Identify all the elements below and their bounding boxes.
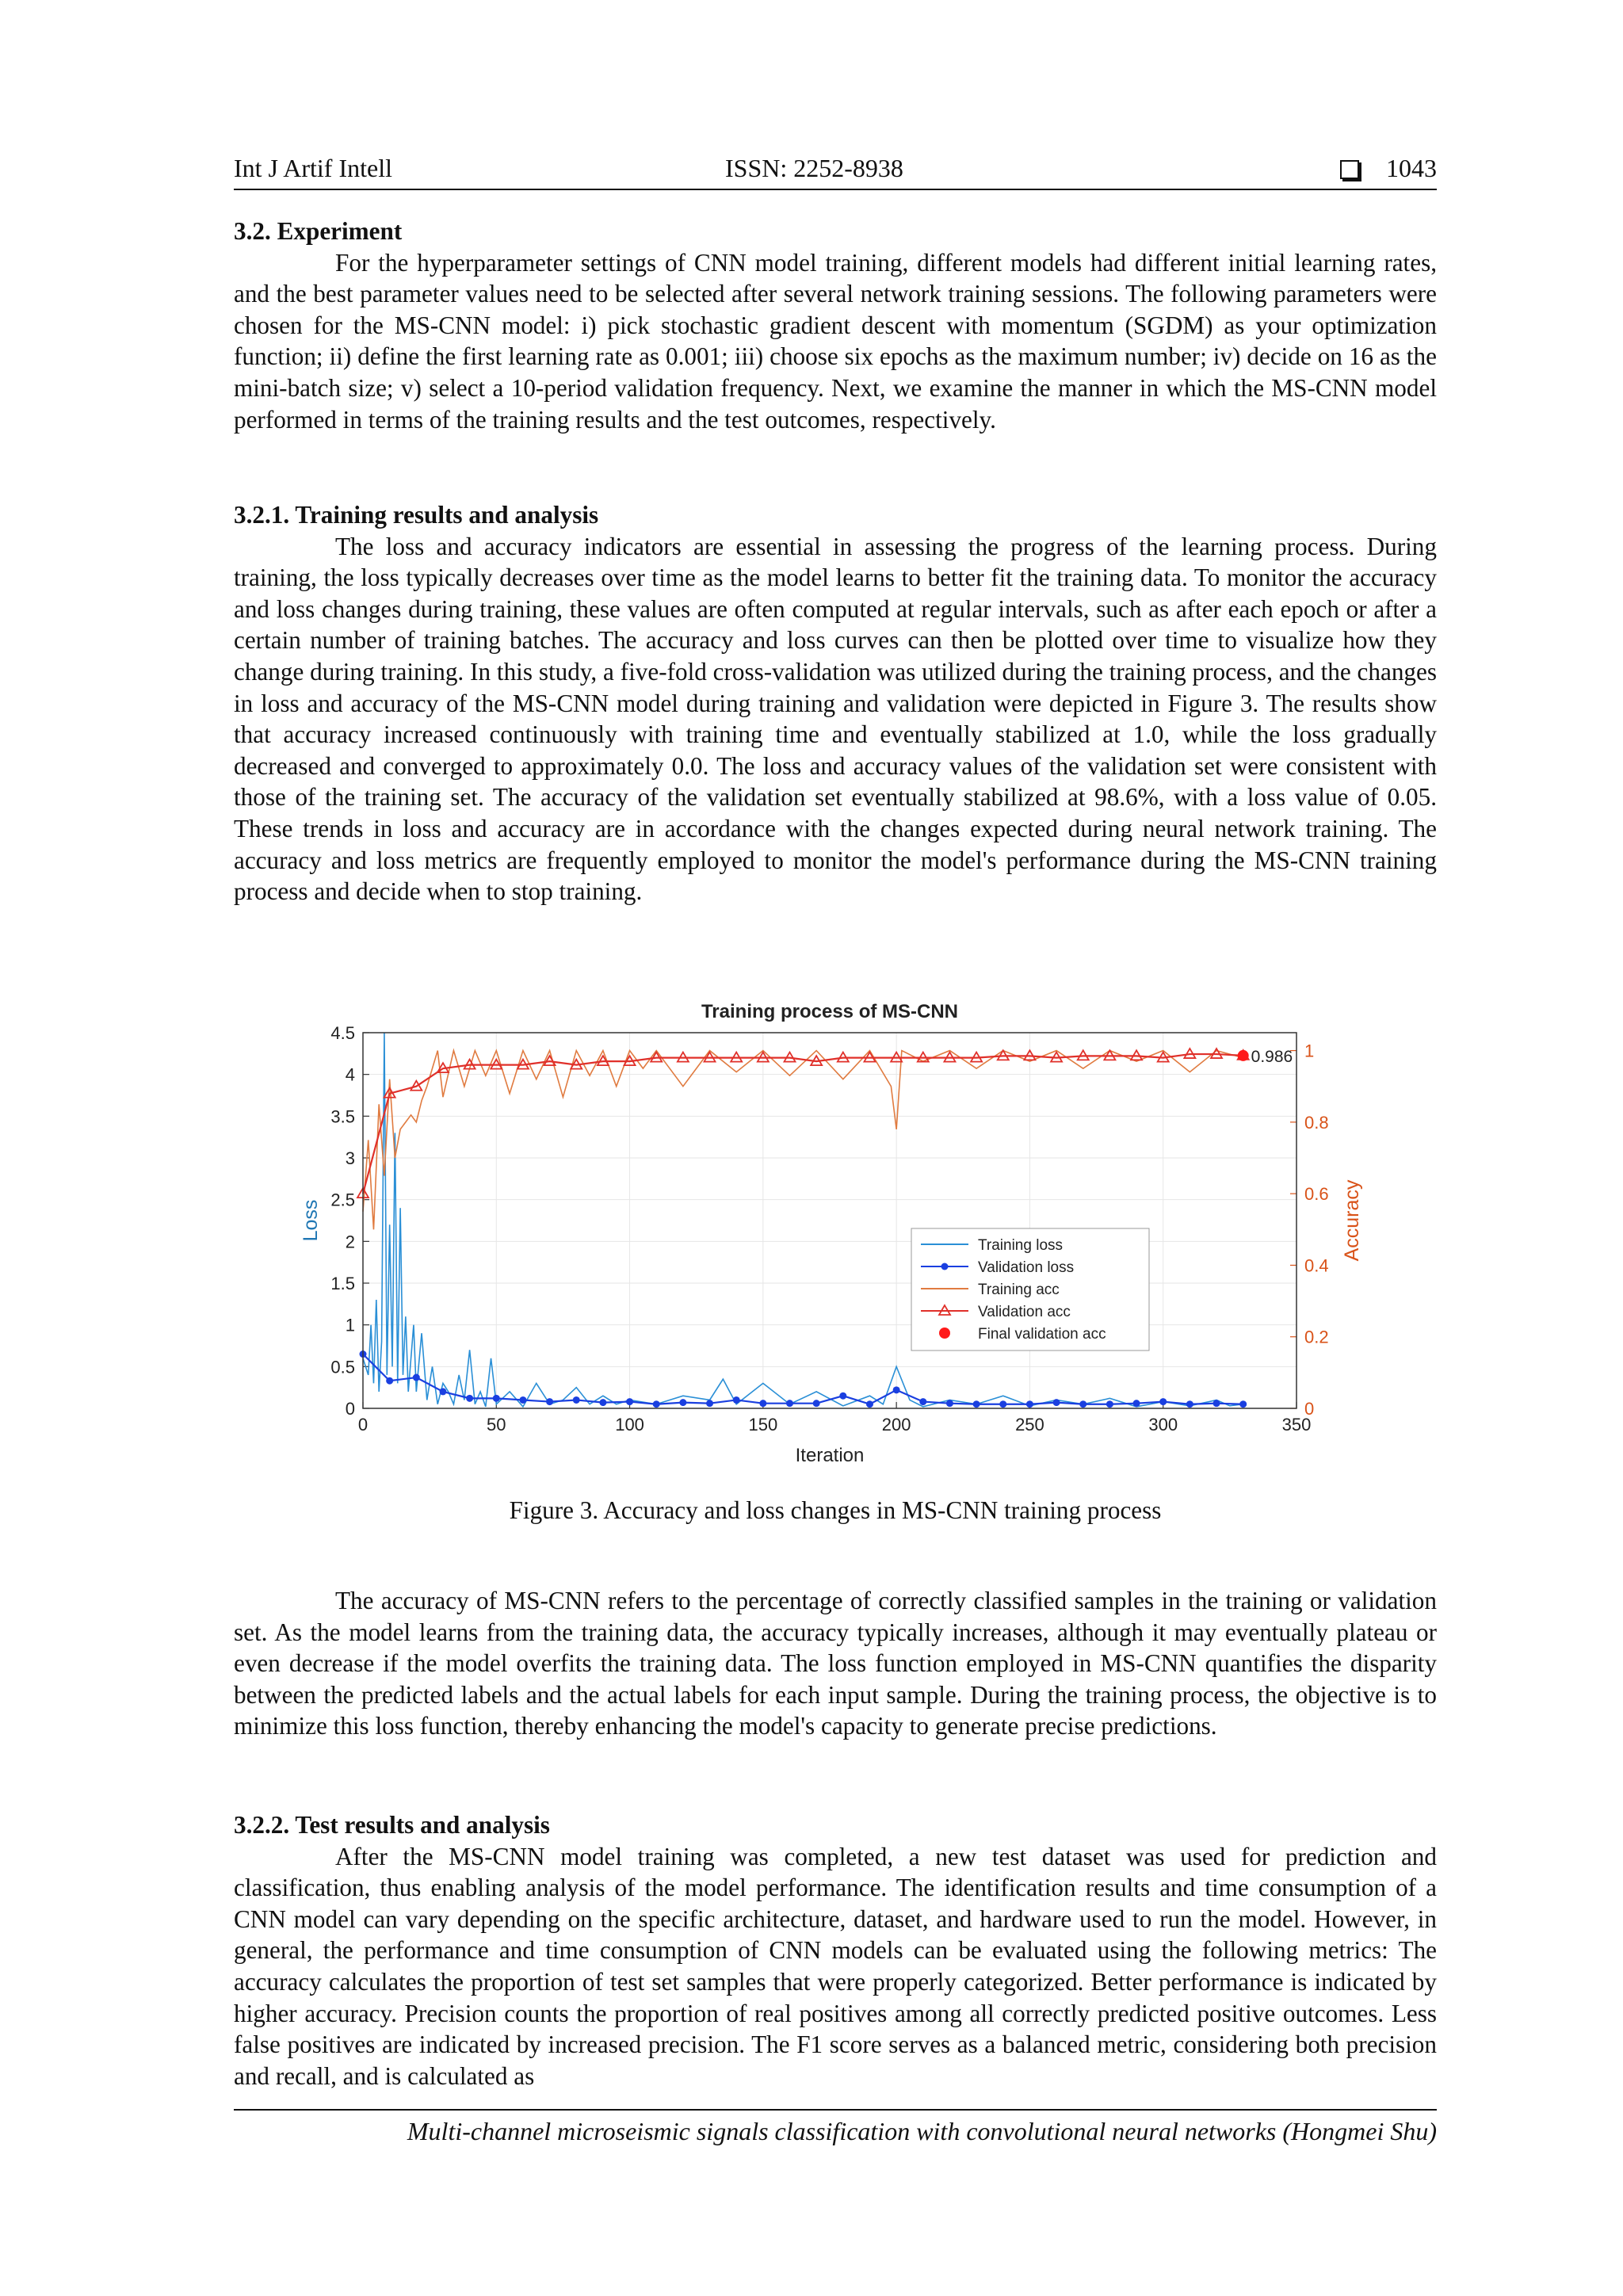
data-point [466,1395,473,1402]
x-tick-label: 200 [881,1415,911,1435]
series-final-validation-acc [1238,1048,1293,1066]
data-point [813,1400,820,1407]
y-right-tick-label: 0.6 [1304,1184,1329,1205]
x-tick-label: 350 [1281,1415,1312,1435]
y-left-tick-label: 1.5 [330,1274,355,1293]
x-tick-label: 250 [1015,1415,1044,1435]
y-right-tick-label: 0 [1304,1399,1315,1419]
figure-caption: Figure 3. Accuracy and loss changes in MS-CNN training process [509,1496,1162,1524]
data-point [759,1400,766,1407]
data-point [573,1396,580,1404]
page-footer [234,2109,1437,2146]
y-left-tick-label: 1 [345,1315,355,1335]
section-test-results [234,1809,1437,2092]
data-point [386,1377,393,1385]
chart-title: Training process of MS-CNN [701,1001,959,1022]
data-point [546,1398,553,1405]
y-axis-left-label: Loss [300,1199,322,1242]
figure-3 [293,991,1363,1474]
data-point [1213,1400,1220,1407]
data-point [413,1374,420,1381]
final-value-label: 0.986 [1251,1047,1293,1066]
series-line [363,1054,1243,1194]
data-point [599,1399,606,1406]
page-number: 1043 [1386,154,1437,182]
data-point [893,1386,900,1393]
paragraph: After the MS-CNN model training was completed, a new test dataset was used for prediction and classification, thus enabling analysis of the model performance. The identification results and time consumption of a CNN model can vary depending on the specific architecture, dataset, and hardware used to run the model. However, in general, the performance and time consumption of CNN models can be evaluated using the following metrics: The accuracy calculates the proportion of test set samples that were properly categorized. Better performance is indicated by higher accuracy. Precision counts the proportion of real positives among all correctly predicted positive outcomes. Less false positives are indicated by increased precision. The F1 score serves as a balanced metric, considering both precision and recall, and is calculated as [234,1842,1437,2090]
data-point [439,1388,446,1395]
data-point [679,1399,686,1406]
section-after-figure [234,1585,1437,1742]
data-point [519,1396,526,1404]
y-right-tick-label: 0.4 [1304,1255,1329,1276]
data-point [939,1328,950,1339]
data-point [973,1400,980,1408]
x-tick-label: 150 [748,1415,778,1435]
section-training-results [234,499,1437,907]
y-left-tick-label: 0.5 [330,1357,355,1377]
y-left-tick-label: 4 [345,1064,355,1085]
y-left-tick-label: 3.5 [330,1106,355,1127]
y-right-tick-label: 0.8 [1304,1112,1329,1133]
data-point [733,1396,740,1404]
y-left-tick-label: 0 [345,1399,355,1419]
y-right-tick-label: 0.2 [1304,1327,1329,1347]
issn: ISSN: 2252-8938 [725,154,903,182]
data-point [786,1400,793,1407]
plot-frame [363,1033,1296,1408]
paragraph: The accuracy of MS-CNN refers to the percentage of correctly classified samples in the training or validation set. As the model learns from the training data, the accuracy typically increases, although it may eventually plateau or even decrease if the model overfits the training data. The loss function employed in MS-CNN quantifies the disparity between the predicted labels and the actual labels for each input sample. During the training process, the objective is to minimize this loss function, thereby enhancing the model's capacity to generate precise predictions. [234,1587,1437,1740]
x-tick-label: 300 [1148,1415,1178,1435]
series-line [363,1051,1243,1230]
training-chart [293,991,1363,1474]
y-axis-right-label: Accuracy [1341,1179,1363,1262]
y-left-tick-label: 4.5 [330,1023,355,1043]
x-tick-label: 100 [615,1415,644,1435]
series-validation-acc [357,1049,1249,1198]
y-left-tick-label: 2.5 [330,1190,355,1210]
data-point [706,1400,713,1407]
section-heading: 3.2.1. Training results and analysis [234,501,599,529]
y-left-tick-label: 3 [345,1148,355,1168]
series-training-acc [363,1051,1243,1230]
data-point [919,1398,926,1405]
data-point [1133,1400,1140,1407]
data-point [866,1400,873,1408]
data-point [1053,1399,1060,1406]
data-point [999,1400,1006,1408]
section-heading: 3.2. Experiment [234,217,403,245]
y-left-tick-label: 2 [345,1232,355,1252]
data-point [1239,1400,1247,1408]
data-point [946,1400,953,1407]
data-point [493,1395,500,1402]
data-point [1186,1400,1193,1408]
data-point [839,1392,846,1400]
legend-label: Training acc [978,1282,1060,1298]
data-point [1026,1400,1033,1408]
section-experiment [234,216,1437,435]
x-tick-label: 50 [487,1415,506,1435]
data-point [626,1398,633,1405]
legend-label: Validation acc [978,1304,1071,1320]
y-right-tick-label: 1 [1304,1041,1315,1061]
section-heading: 3.2.2. Test results and analysis [234,1811,550,1839]
paragraph: The loss and accuracy indicators are essential in assessing the progress of the learning process. During training, the loss typically decreases over time as the model learns to better fit the training data. To monitor the accuracy and loss changes during training, these values are often computed at regular intervals, such as after each epoch or after a certain number of training batches. The accuracy and loss curves can then be plotted over time to visualize how they change during training. In this study, a five-fold cross-validation was utilized during the training process, and the changes in loss and accuracy of the MS-CNN model during training and validation were depicted in Figure 3. The results show that accuracy increased continuously with training time and eventually stabilized at 1.0, while the loss gradually decreased and converged to approximately 0.0. The loss and accuracy values of the validation set were consistent with those of the training set. The accuracy of the validation set eventually stabilized at 98.6%, with a loss value of 0.05. These trends in loss and accuracy are in accordance with the changes expected during neural network training. The accuracy and loss metrics are frequently employed to monitor the model's performance during the MS-CNN training process and decide when to stop training. [234,532,1437,906]
data-point [653,1400,660,1408]
data-point [1238,1050,1249,1061]
legend-label: Final validation acc [978,1326,1106,1343]
data-point [1079,1400,1086,1408]
data-point [1159,1398,1167,1405]
legend-label: Training loss [978,1237,1064,1254]
x-tick-label: 0 [357,1415,369,1435]
journal-name: Int J Artif Intell [234,154,392,182]
legend-label: Validation loss [978,1259,1075,1276]
checkbox-square-icon [1340,160,1359,179]
running-title: Multi-channel microseismic signals classification with convolutional neural networks (Hongmei Shu) [407,2117,1437,2145]
paragraph: For the hyperparameter settings of CNN model training, different models had different initial learning rates, and the best parameter values need to be selected after several network training sessions. The following parameters were chosen for the MS-CNN model: i) pick stochastic gradient descent with momentum (SGDM) as your optimization function; ii) define the first learning rate as 0.001; iii) choose six epochs as the maximum number; iv) decide on 16 as the mini-batch size; v) select a 10-period validation frequency. Next, we examine the manner in which the MS-CNN model performed in terms of the training results and the test outcomes, respectively. [234,248,1437,434]
data-point [1106,1400,1113,1408]
page-header [234,154,1437,190]
data-point [941,1263,949,1270]
x-axis-label: Iteration [795,1445,865,1466]
